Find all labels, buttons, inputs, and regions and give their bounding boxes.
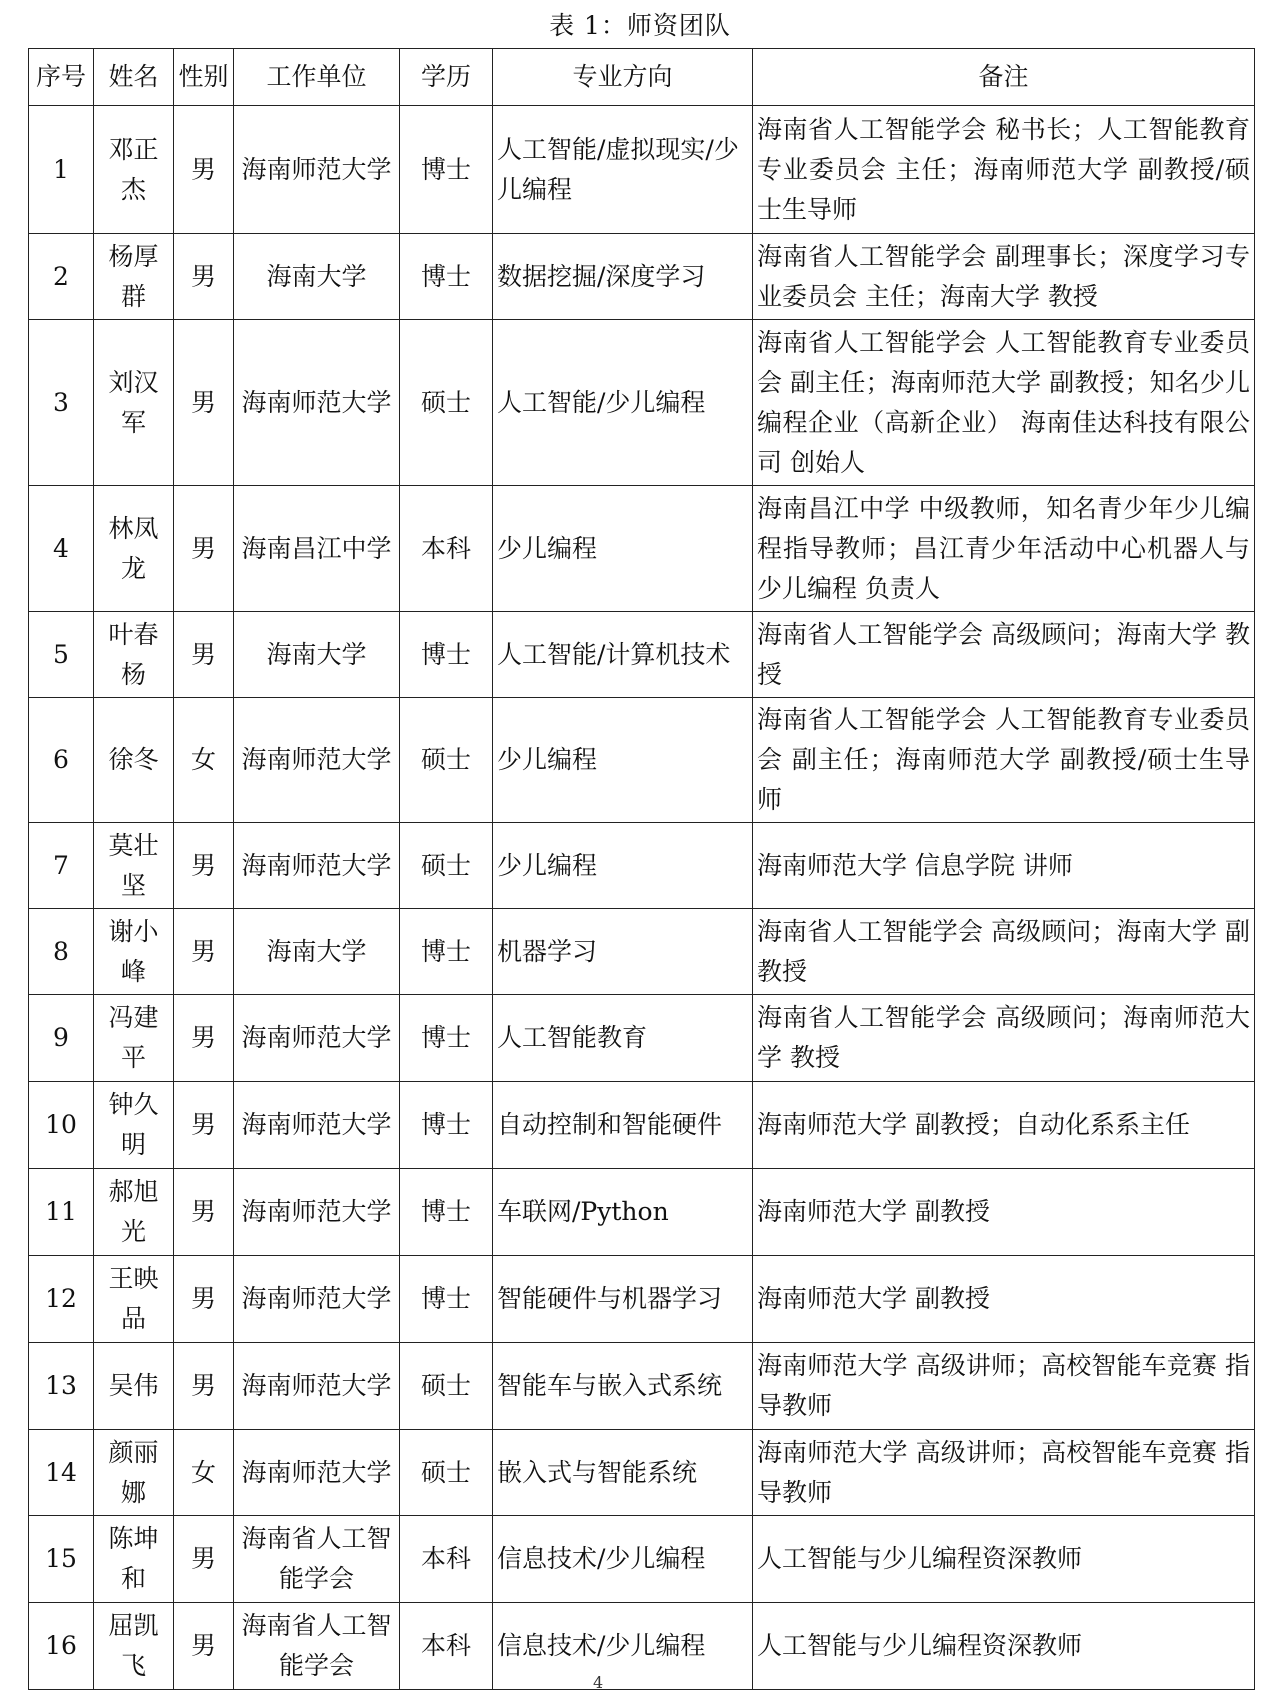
cell-notes: 海南师范大学 副教授 [753, 1169, 1255, 1256]
cell-unit: 海南大学 [234, 234, 400, 320]
table-header-row [29, 49, 1255, 106]
cell-unit: 海南大学 [234, 909, 400, 995]
cell-degree: 博士 [400, 106, 493, 234]
cell-field: 自动控制和智能硬件 [493, 1082, 753, 1169]
cell-unit: 海南大学 [234, 612, 400, 698]
faculty-table [28, 48, 1255, 1690]
table-row [29, 1430, 1255, 1516]
cell-unit: 海南师范大学 [234, 698, 400, 823]
cell-degree: 博士 [400, 909, 493, 995]
cell-name: 邓正杰 [94, 106, 174, 234]
cell-unit: 海南师范大学 [234, 1343, 400, 1430]
cell-name: 刘汉军 [94, 320, 174, 486]
cell-gender: 男 [174, 1082, 234, 1169]
cell-notes: 海南省人工智能学会 秘书长；人工智能教育专业委员会 主任；海南师范大学 副教授/硕士生导师 [753, 106, 1255, 234]
cell-no: 5 [29, 612, 94, 698]
header-name: 姓名 [94, 49, 174, 106]
cell-no: 1 [29, 106, 94, 234]
cell-notes: 海南师范大学 信息学院 讲师 [753, 823, 1255, 909]
cell-field: 人工智能/计算机技术 [493, 612, 753, 698]
table-row [29, 1169, 1255, 1256]
cell-unit: 海南省人工智能学会 [234, 1516, 400, 1603]
table-row [29, 1343, 1255, 1430]
cell-no: 4 [29, 486, 94, 612]
cell-notes: 海南师范大学 副教授；自动化系系主任 [753, 1082, 1255, 1169]
cell-name: 颜丽娜 [94, 1430, 174, 1516]
header-unit: 工作单位 [234, 49, 400, 106]
cell-gender: 男 [174, 106, 234, 234]
cell-unit: 海南师范大学 [234, 1256, 400, 1343]
cell-notes: 人工智能与少儿编程资深教师 [753, 1603, 1255, 1690]
cell-no: 10 [29, 1082, 94, 1169]
cell-no: 6 [29, 698, 94, 823]
cell-field: 少儿编程 [493, 486, 753, 612]
cell-name: 莫壮坚 [94, 823, 174, 909]
cell-no: 8 [29, 909, 94, 995]
cell-gender: 男 [174, 1516, 234, 1603]
cell-field: 少儿编程 [493, 823, 753, 909]
table-caption: 表 1：师资团队 [549, 11, 731, 40]
cell-name: 屈凯飞 [94, 1603, 174, 1690]
cell-name: 冯建平 [94, 995, 174, 1082]
table-row [29, 1256, 1255, 1343]
cell-name: 徐冬 [94, 698, 174, 823]
cell-unit: 海南师范大学 [234, 1082, 400, 1169]
cell-notes: 海南省人工智能学会 高级顾问；海南大学 副教授 [753, 909, 1255, 995]
cell-field: 人工智能教育 [493, 995, 753, 1082]
cell-no: 16 [29, 1603, 94, 1690]
cell-notes: 海南省人工智能学会 人工智能教育专业委员会 副主任；海南师范大学 副教授/硕士生导师 [753, 698, 1255, 823]
cell-notes: 海南师范大学 高级讲师；高校智能车竞赛 指导教师 [753, 1343, 1255, 1430]
cell-gender: 男 [174, 823, 234, 909]
cell-field: 人工智能/少儿编程 [493, 320, 753, 486]
cell-unit: 海南师范大学 [234, 823, 400, 909]
cell-name: 杨厚群 [94, 234, 174, 320]
page-number: 4 [593, 1673, 604, 1692]
header-field: 专业方向 [493, 49, 753, 106]
cell-degree: 硕士 [400, 320, 493, 486]
cell-notes: 海南师范大学 副教授 [753, 1256, 1255, 1343]
cell-notes: 海南省人工智能学会 高级顾问；海南大学 教授 [753, 612, 1255, 698]
table-row [29, 995, 1255, 1082]
cell-degree: 本科 [400, 486, 493, 612]
cell-gender: 男 [174, 995, 234, 1082]
cell-field: 智能车与嵌入式系统 [493, 1343, 753, 1430]
table-row [29, 698, 1255, 823]
cell-name: 郝旭光 [94, 1169, 174, 1256]
cell-no: 15 [29, 1516, 94, 1603]
cell-name: 叶春杨 [94, 612, 174, 698]
cell-field: 信息技术/少儿编程 [493, 1516, 753, 1603]
cell-name: 陈坤和 [94, 1516, 174, 1603]
header-degree: 学历 [400, 49, 493, 106]
cell-gender: 男 [174, 234, 234, 320]
cell-degree: 硕士 [400, 823, 493, 909]
cell-degree: 硕士 [400, 698, 493, 823]
cell-notes: 人工智能与少儿编程资深教师 [753, 1516, 1255, 1603]
table-row [29, 612, 1255, 698]
header-no: 序号 [29, 49, 94, 106]
cell-no: 11 [29, 1169, 94, 1256]
table-row [29, 1082, 1255, 1169]
cell-field: 车联网/Python [493, 1169, 753, 1256]
cell-field: 智能硬件与机器学习 [493, 1256, 753, 1343]
cell-field: 信息技术/少儿编程 [493, 1603, 753, 1690]
cell-no: 3 [29, 320, 94, 486]
cell-degree: 本科 [400, 1516, 493, 1603]
cell-gender: 女 [174, 1430, 234, 1516]
cell-gender: 男 [174, 320, 234, 486]
table-row [29, 823, 1255, 909]
cell-unit: 海南师范大学 [234, 995, 400, 1082]
table-row [29, 909, 1255, 995]
cell-gender: 男 [174, 909, 234, 995]
cell-unit: 海南省人工智能学会 [234, 1603, 400, 1690]
cell-degree: 博士 [400, 995, 493, 1082]
table-row [29, 486, 1255, 612]
cell-unit: 海南师范大学 [234, 106, 400, 234]
cell-gender: 男 [174, 1343, 234, 1430]
cell-notes: 海南师范大学 高级讲师；高校智能车竞赛 指导教师 [753, 1430, 1255, 1516]
cell-field: 数据挖掘/深度学习 [493, 234, 753, 320]
cell-notes: 海南省人工智能学会 副理事长；深度学习专业委员会 主任；海南大学 教授 [753, 234, 1255, 320]
cell-gender: 男 [174, 1169, 234, 1256]
cell-name: 钟久明 [94, 1082, 174, 1169]
cell-name: 王映品 [94, 1256, 174, 1343]
table-row [29, 106, 1255, 234]
cell-no: 7 [29, 823, 94, 909]
cell-name: 谢小峰 [94, 909, 174, 995]
cell-unit: 海南师范大学 [234, 1169, 400, 1256]
cell-no: 14 [29, 1430, 94, 1516]
cell-notes: 海南省人工智能学会 人工智能教育专业委员会 副主任；海南师范大学 副教授；知名少儿编程企业（高新企业） 海南佳达科技有限公司 创始人 [753, 320, 1255, 486]
cell-unit: 海南师范大学 [234, 320, 400, 486]
cell-degree: 硕士 [400, 1430, 493, 1516]
cell-degree: 博士 [400, 1082, 493, 1169]
cell-degree: 博士 [400, 612, 493, 698]
cell-field: 机器学习 [493, 909, 753, 995]
cell-degree: 博士 [400, 1169, 493, 1256]
table-row [29, 1603, 1255, 1690]
cell-gender: 男 [174, 486, 234, 612]
cell-no: 13 [29, 1343, 94, 1430]
cell-unit: 海南师范大学 [234, 1430, 400, 1516]
header-gender: 性别 [174, 49, 234, 106]
cell-no: 12 [29, 1256, 94, 1343]
cell-gender: 男 [174, 612, 234, 698]
cell-field: 少儿编程 [493, 698, 753, 823]
cell-gender: 男 [174, 1256, 234, 1343]
cell-no: 2 [29, 234, 94, 320]
table-row [29, 1516, 1255, 1603]
cell-name: 吴伟 [94, 1343, 174, 1430]
cell-field: 嵌入式与智能系统 [493, 1430, 753, 1516]
cell-notes: 海南昌江中学 中级教师，知名青少年少儿编程指导教师；昌江青少年活动中心机器人与少儿编程 负责人 [753, 486, 1255, 612]
cell-gender: 男 [174, 1603, 234, 1690]
cell-name: 林凤龙 [94, 486, 174, 612]
cell-degree: 博士 [400, 1256, 493, 1343]
cell-no: 9 [29, 995, 94, 1082]
cell-gender: 女 [174, 698, 234, 823]
cell-degree: 博士 [400, 234, 493, 320]
table-row [29, 320, 1255, 486]
cell-unit: 海南昌江中学 [234, 486, 400, 612]
header-notes: 备注 [753, 49, 1255, 106]
cell-degree: 本科 [400, 1603, 493, 1690]
cell-notes: 海南省人工智能学会 高级顾问；海南师范大学 教授 [753, 995, 1255, 1082]
table-row [29, 234, 1255, 320]
cell-degree: 硕士 [400, 1343, 493, 1430]
cell-field: 人工智能/虚拟现实/少儿编程 [493, 106, 753, 234]
